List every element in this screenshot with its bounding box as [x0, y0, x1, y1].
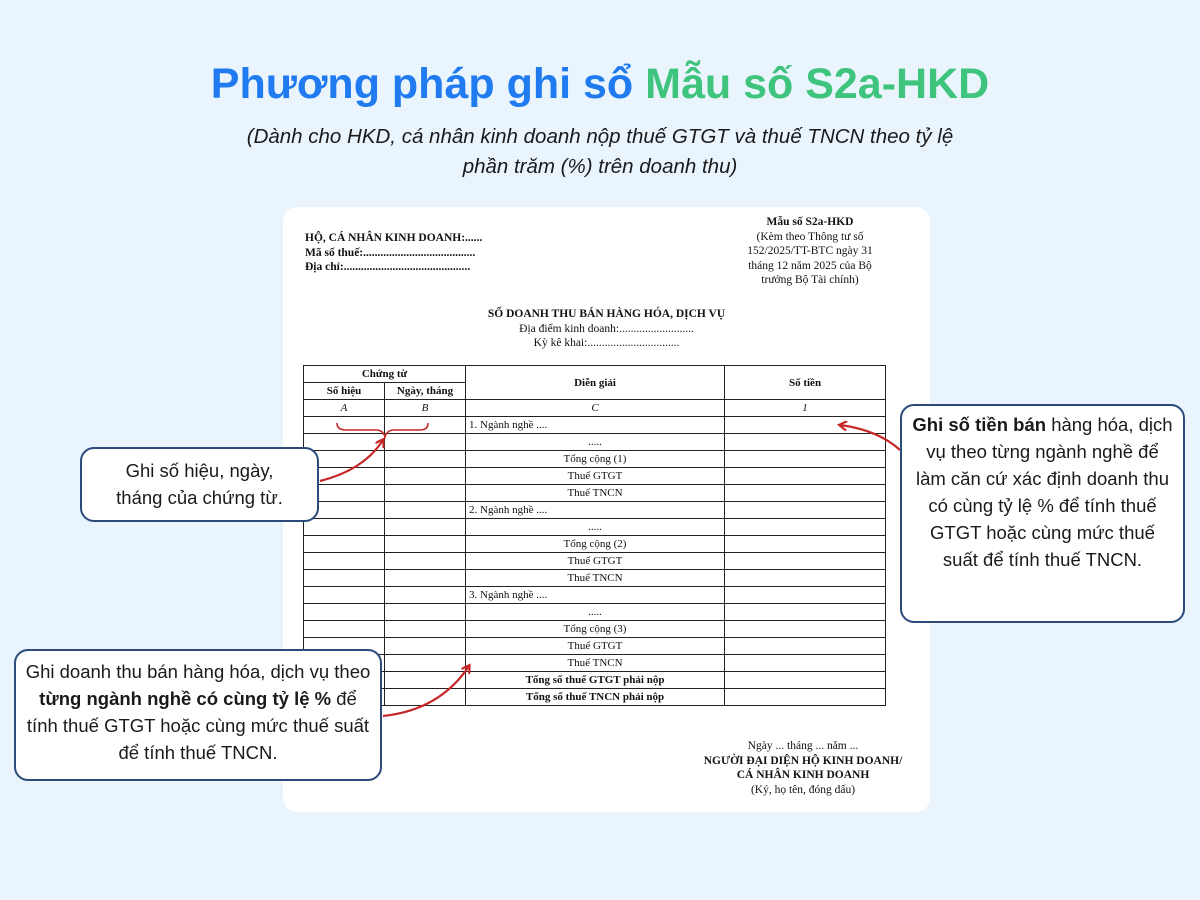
amount-cell — [725, 417, 886, 434]
column-letter-row — [304, 400, 886, 417]
business-info — [305, 231, 482, 275]
voucher-number-cell — [304, 536, 385, 553]
page-title — [0, 60, 1200, 109]
voucher-date-cell — [385, 689, 466, 706]
voucher-date-cell — [385, 655, 466, 672]
table-row — [304, 519, 886, 536]
description-cell: ..... — [466, 519, 725, 536]
description-cell: Thuế GTGT — [466, 553, 725, 570]
voucher-number-cell — [304, 553, 385, 570]
voucher-date-cell — [385, 553, 466, 570]
voucher-date-cell — [385, 672, 466, 689]
amount-cell — [725, 434, 886, 451]
table-row — [304, 536, 886, 553]
table-row — [304, 621, 886, 638]
table-row — [304, 553, 886, 570]
amount-cell — [725, 621, 886, 638]
voucher-date-cell — [385, 502, 466, 519]
voucher-date-cell — [385, 587, 466, 604]
form-code-line-1: (Kèm theo Thông tư số — [756, 230, 864, 243]
column-letter: C — [466, 400, 725, 417]
description-cell: Thuế TNCN — [466, 570, 725, 587]
table-row — [304, 587, 886, 604]
description-cell: Tổng số thuế GTGT phải nộp — [466, 672, 725, 689]
voucher-date-cell — [385, 485, 466, 502]
book-title: SỔ DOANH THU BÁN HÀNG HÓA, DỊCH VỤ — [487, 308, 726, 320]
table-row — [304, 417, 886, 434]
amount-cell — [725, 604, 886, 621]
voucher-number-cell — [304, 434, 385, 451]
callout-voucher — [80, 447, 319, 522]
description-cell: Thuế GTGT — [466, 638, 725, 655]
voucher-number-cell — [304, 621, 385, 638]
table-row — [304, 655, 886, 672]
header-voucher-number: Số hiệu — [304, 383, 385, 400]
form-code-line-2: 152/2025/TT-BTC ngày 31 — [747, 245, 873, 257]
callout-revenue — [14, 649, 382, 781]
title-part-green: Mẫu số S2a-HKD — [645, 60, 990, 108]
amount-cell — [725, 519, 886, 536]
header-description: Diễn giải — [466, 366, 725, 400]
amount-cell — [725, 638, 886, 655]
voucher-number-cell — [304, 570, 385, 587]
description-cell: Thuế GTGT — [466, 468, 725, 485]
voucher-date-cell — [385, 451, 466, 468]
signature-note: (Ký, họ tên, đóng dấu) — [750, 783, 856, 796]
voucher-date-cell — [385, 570, 466, 587]
description-cell: Tổng số thuế TNCN phải nộp — [466, 689, 725, 706]
form-code-line-4: trưởng Bộ Tài chính) — [761, 274, 859, 286]
description-cell: Tổng cộng (3) — [466, 621, 725, 638]
voucher-date-cell — [385, 519, 466, 536]
amount-cell — [725, 553, 886, 570]
business-name-line: HỘ, CÁ NHÂN KINH DOANH:...... — [305, 232, 483, 244]
signature-block — [688, 739, 918, 797]
column-letter: B — [385, 400, 466, 417]
signature-date-line: Ngày ... tháng ... năm ... — [747, 740, 859, 752]
tax-code-line: Mã số thuế:....................................... — [305, 246, 476, 259]
form-code-title: Mẫu số S2a-HKD — [766, 216, 854, 228]
description-cell: Tổng cộng (1) — [466, 451, 725, 468]
table-row — [304, 502, 886, 519]
description-cell: Thuế TNCN — [466, 485, 725, 502]
voucher-number-cell — [304, 604, 385, 621]
header-amount: Số tiền — [725, 366, 886, 400]
form-code-block — [715, 215, 905, 288]
voucher-date-cell — [385, 604, 466, 621]
description-cell: ..... — [466, 434, 725, 451]
description-cell: ..... — [466, 604, 725, 621]
amount-cell — [725, 502, 886, 519]
header-voucher-date: Ngày, tháng — [385, 383, 466, 400]
description-cell: 2. Ngành nghề .... — [466, 502, 725, 519]
callout-amount-text: hàng hóa, dịch vụ theo từng ngành nghề để làm căn cứ xác định doanh thu có cùng tỷ lệ % để tính thuế GTGT hoặc cùng mức thuế suất để tính thuế TNCN. — [915, 414, 1173, 570]
callout-revenue-tail: để tính thuế GTGT hoặc cùng mức thuế suất để tính thuế TNCN. — [26, 688, 370, 763]
callout-amount-bold: Ghi số tiền bán — [912, 414, 1047, 435]
voucher-number-cell — [304, 417, 385, 434]
voucher-number-cell — [304, 587, 385, 604]
column-letter: 1 — [725, 400, 886, 417]
table-row — [304, 638, 886, 655]
amount-cell — [725, 536, 886, 553]
column-letter: A — [304, 400, 385, 417]
subtitle-line-2: phần trăm (%) trên doanh thu) — [462, 155, 738, 178]
page-subtitle — [200, 122, 1000, 182]
table-row — [304, 468, 886, 485]
callout-revenue-bold: từng ngành nghề có cùng tỷ lệ % — [39, 688, 332, 709]
amount-cell — [725, 672, 886, 689]
amount-cell — [725, 485, 886, 502]
amount-cell — [725, 587, 886, 604]
address-line: Địa chỉ:............................................ — [305, 261, 471, 273]
book-heading — [283, 307, 930, 351]
subtitle-line-1: (Dành cho HKD, cá nhân kinh doanh nộp thuế GTGT và thuế TNCN theo tỷ lệ — [246, 125, 954, 148]
callout-voucher-line-2: tháng của chứng từ. — [116, 487, 283, 508]
voucher-date-cell — [385, 417, 466, 434]
voucher-date-cell — [385, 638, 466, 655]
voucher-date-cell — [385, 468, 466, 485]
revenue-ledger-table — [303, 365, 886, 706]
voucher-date-cell — [385, 434, 466, 451]
amount-cell — [725, 468, 886, 485]
title-part-blue: Phương pháp ghi sổ — [210, 60, 634, 108]
signature-title-line-2: CÁ NHÂN KINH DOANH — [736, 769, 870, 781]
callout-revenue-lead: Ghi doanh thu bán hàng hóa, dịch vụ theo — [25, 661, 371, 682]
callout-voucher-line-1: Ghi số hiệu, ngày, — [125, 460, 274, 481]
description-cell: Thuế TNCN — [466, 655, 725, 672]
amount-cell — [725, 570, 886, 587]
table-row — [304, 604, 886, 621]
form-code-line-3: tháng 12 năm 2025 của Bộ — [748, 259, 872, 272]
amount-cell — [725, 451, 886, 468]
callout-amount — [900, 404, 1185, 623]
declaration-period-line: Kỳ kê khai:................................ — [533, 337, 680, 349]
voucher-date-cell — [385, 621, 466, 638]
description-cell: 3. Ngành nghề .... — [466, 587, 725, 604]
header-voucher: Chứng từ — [304, 366, 466, 383]
description-cell: 1. Ngành nghề .... — [466, 417, 725, 434]
amount-cell — [725, 655, 886, 672]
table-row — [304, 434, 886, 451]
voucher-date-cell — [385, 536, 466, 553]
table-row — [304, 451, 886, 468]
table-row — [304, 570, 886, 587]
description-cell: Tổng cộng (2) — [466, 536, 725, 553]
business-location-line: Địa điểm kinh doanh:.......................... — [519, 322, 694, 335]
table-row — [304, 485, 886, 502]
voucher-number-cell — [304, 519, 385, 536]
table-row — [304, 672, 886, 689]
table-row — [304, 689, 886, 706]
signature-title-line-1: NGƯỜI ĐẠI DIỆN HỘ KINH DOANH/ — [703, 754, 903, 767]
amount-cell — [725, 689, 886, 706]
